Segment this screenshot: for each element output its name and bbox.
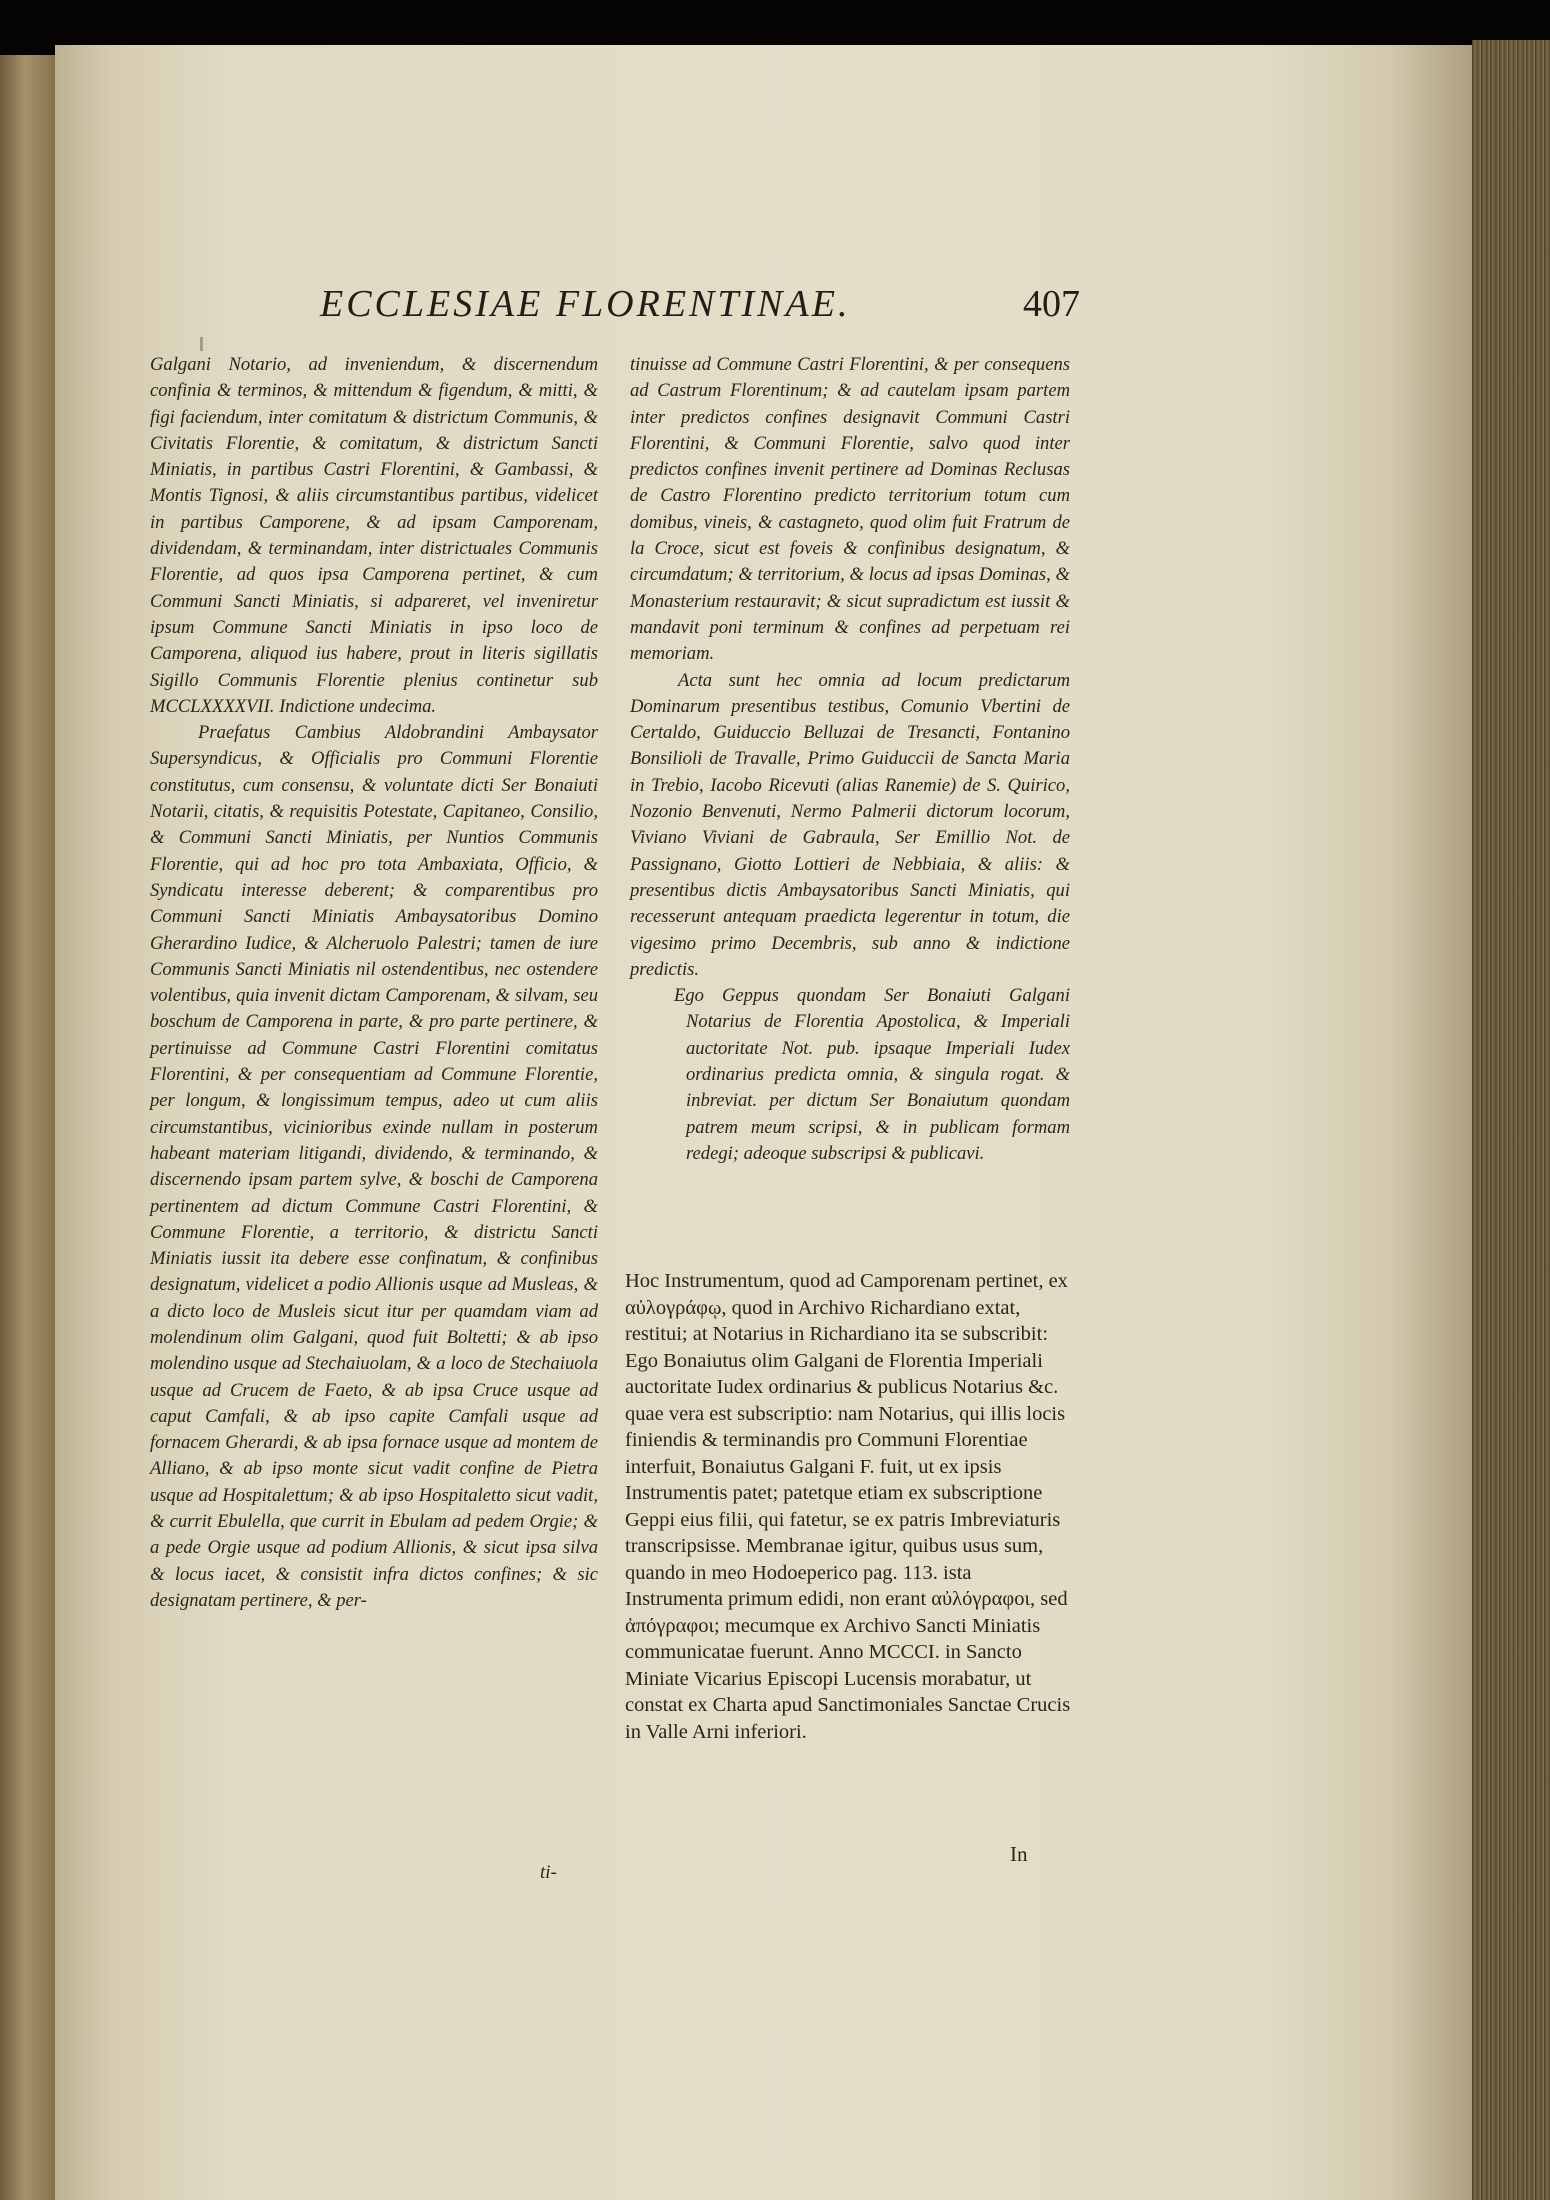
notary-subscription: Ego Geppus quondam Ser Bonaiuti Galgani Notarius de Florentia Apostolica, & Imperiali auctoritate Not. pub. ipsaque Imperiali Iudex ordinarius predicta omnia, & singula rogat. & inbreviat. per dictum Ser Bonaiutum quondam patrem meum scripsi, & in publicam formam redegi; adeoque subscripsi & publicavi.	[674, 985, 1070, 1164]
right-paragraph-1: tinuisse ad Commune Castri Florentini, & per consequens ad Castrum Florentinum; & ad cautelam ipsam partem inter predictos confines designavit Communi Castri Florentini, & Communi Florentie, salvo quod inter predictos confines invenit pertinere ad Dominas Reclusas de Castro Florentino predicto territorium totum cum domibus, vineis, & castagneto, quod olim fuit Fratrum de la Croce, sicut est foveis & confinibus designatum, & circumdatum; & territorium, & locus ad ipsas Dominas, & Monasterium restauravit; & sicut supradictum est iussit & mandavit poni terminum & confines ad perpetuam rei memoriam.	[630, 354, 1070, 665]
margin-mark	[200, 337, 203, 351]
right-column	[630, 352, 1070, 1167]
left-catchword: ti-	[540, 1862, 557, 1883]
left-paragraph-2: Praefatus Cambius Aldobrandini Ambaysator Supersyndicus, & Officialis pro Communi Florentie constitutus, cum consensu, & voluntate dicti Ser Bonaiuti Notarii, citatis, & requisitis Potestate, Capitaneo, Consilio, & Communi Sancti Miniatis, per Nuntios Communis Florentie, qui ad hoc pro tota Ambaxiata, Officio, & Syndicatu interesse deberent; & comparentibus pro Communi Sancti Miniatis Ambaysatoribus Domino Gherardino Iudice, & Alcheruolo Palestri; tamen de iure Communis Sancti Miniatis nil ostendentibus, nec ostendere volentibus, quia invenit dictam Camporenam, & silvam, seu boschum de Camporena in parte, & pro parte pertinere, & pertinuisse ad Commune Castri Florentini comitatus Florentini, & per consequentiam ad Commune Florentie, per longum, & longissimum tempus, adeo ut cum aliis circumstantibus, vicinioribus exinde nullam in posterum habeant materiam litigandi, dividendo, & terminando, & discernendo ipsam partem sylve, & boschi de Camporena pertinentem ad dictum Commune Castri Florentini, & Commune Florentie, a territorio, & districtu Sancti Miniatis iussit ita debere esse confinatum, & confinibus designatum, videlicet a podio Allionis usque ad Musleas, & a dicto loco de Musleis sicut itur per quamdam viam ad molendinum olim Galgani, quod fuit Boltetti; & ab ipso molendino usque ad Stechaiuolam, & a loco de Stechaiuola usque ad Crucem de Faeto, & ab ipsa Cruce usque ad caput Camfali, & ab ipso capite Camfali usque ad fornacem Gherardi, & ab ipsa fornace usque ad montem de Alliano, & ab ipso monte sicut vadit confine de Pietra usque ad Hospitalettum; & ab ipso Hospitaletto sicut vadit, & currit Ebulella, que currit in Ebulam ad pedem Orgie; & a pede Orgie usque ad podium Allionis, & sicut ipsa silva & locus iacet, & consistit infra dictos confines; & sic designatam pertinere, & per-	[150, 722, 598, 1611]
running-title: ECCLESIAE FLORENTINAE.	[320, 283, 851, 325]
page-number: 407	[1023, 283, 1080, 325]
right-catchword: In	[1010, 1842, 1028, 1866]
editor-note: Hoc Instrumentum, quod ad Camporenam pertinet, ex αὐλογράφῳ, quod in Archivo Richardiano extat, restitui; at Notarius in Richardiano ita se subscribit: Ego Bonaiutus olim Galgani de Florentia Imperiali auctoritate Iudex ordinarius & publicus Notarius &c. quae vera est subscriptio: nam Notarius, qui illis locis finiendis & terminandis pro Communi Florentiae interfuit, Bonaiutus Galgani F. fuit, ut ex ipsis Instrumentis patet; patetque etiam ex subscriptione Geppi eius filii, qui fatetur, se ex patris Imbreviaturis transcripsisse. Membranae igitur, quibus usus sum, quando in meo Hodoeperico pag. 113. ista Instrumenta primum edidi, non erant αὐλόγραφοι, sed ἀπόγραφοι; mecumque ex Archivo Sancti Miniatis communicatae fuerunt. Anno MCCCI. in Sancto Miniate Vicarius Episcopi Lucensis morabatur, ut constat ex Charta apud Sanctimoniales Sanctae Crucis in Valle Arni inferiori.	[625, 1270, 1071, 1743]
page-fore-edge	[1472, 40, 1550, 2200]
left-column	[150, 352, 598, 1614]
page-header	[320, 282, 1080, 342]
left-paragraph-1: Galgani Notario, ad inveniendum, & discernendum confinia & terminos, & mittendum & figendum, & mitti, & figi faciendum, inter comitatum & districtum Communis, & Civitatis Florentie, & comitatum, & districtum Sancti Miniatis, in partibus Castri Florentini, & Gambassi, & Montis Tignosi, & aliis circumstantibus partibus, videlicet in partibus Camporene, & ad ipsam Camporenam, dividendam, & terminandam, inter districtuales Communis Florentie, ad quos ipsa Camporena pertinet, & cum Communi Sancti Miniatis, si adpareret, vel inveniretur ipsum Commune Sancti Miniatis in ipso loco de Camporena, aliquod ius habere, prout in literis sigillatis Sigillo Communis Florentie plenius continetur sub MCCLXXXXVII. Indictione undecima.	[150, 354, 598, 717]
facing-page-edge	[0, 55, 55, 2200]
right-paragraph-2: Acta sunt hec omnia ad locum predictarum Dominarum presentibus testibus, Comunio Vbertini de Certaldo, Guiduccio Belluzai de Tresancti, Fontanino Bonsilioli de Travalle, Primo Guiduccii de Sancta Maria in Trebio, Iacobo Ricevuti (alias Ranemie) de S. Quirico, Nozonio Benvenuti, Nermo Palmerii dictorum locorum, Viviano Viviani de Gabraula, Ser Emillio Not. de Passignano, Giotto Lottieri de Nebbiaia, & aliis: & presentibus dictis Ambaysatoribus Sancti Miniatis, qui recesserunt antequam praedicta legerentur in totum, die vigesimo primo Decembris, sub anno & indictione predictis.	[630, 669, 1070, 980]
